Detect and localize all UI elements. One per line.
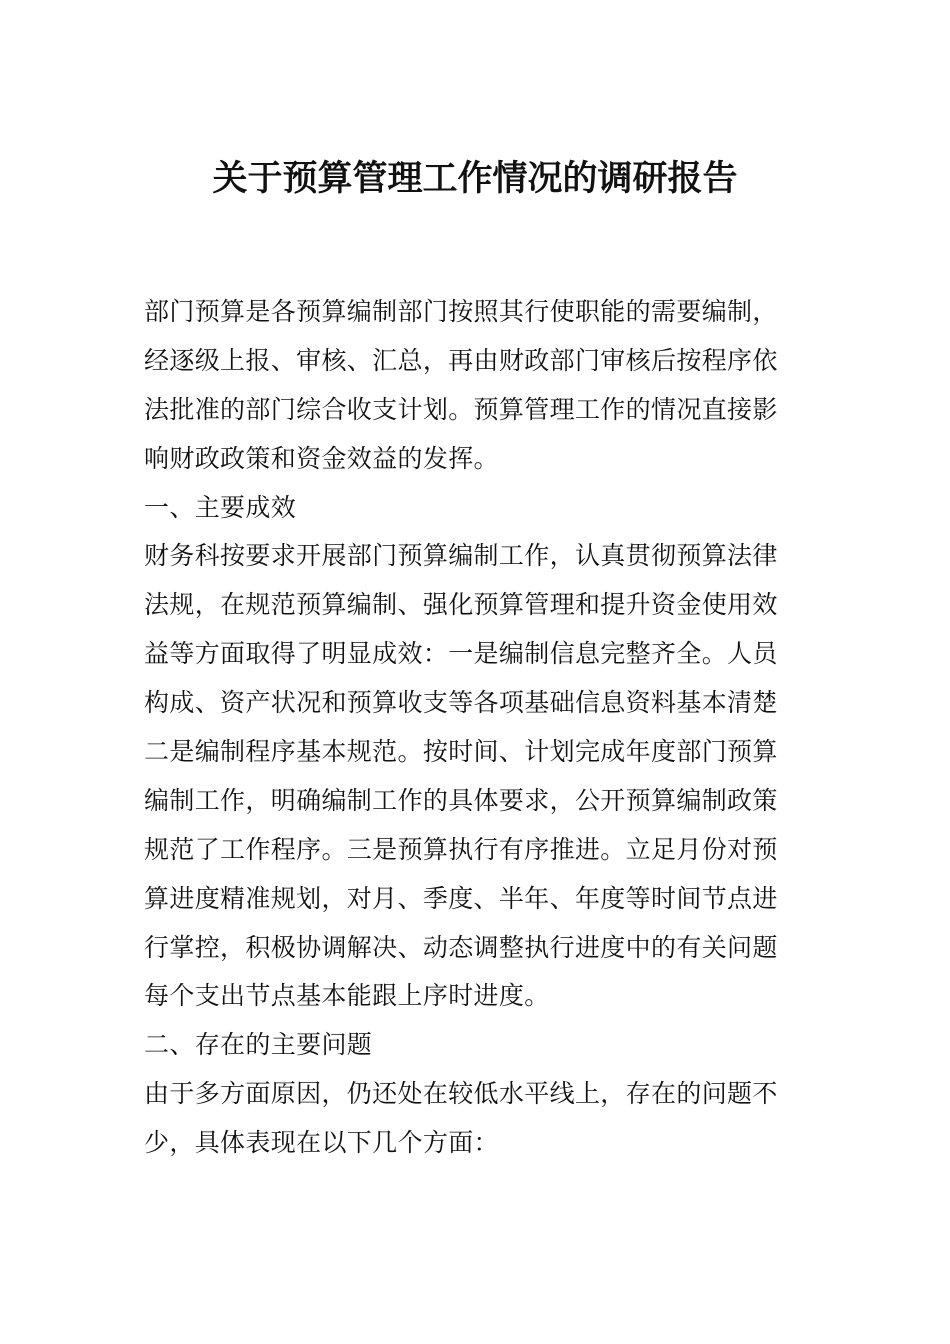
body-line: 少，具体表现在以下几个方面：	[144, 1128, 499, 1158]
section-heading: 一、主要成效	[144, 492, 297, 522]
body-line: 编制工作，明确编制工作的具体要求，公开预算编制政策	[144, 785, 778, 815]
body-line: 经逐级上报、审核、汇总，再由财政部门审核后按程序依	[144, 345, 778, 375]
document-title: 关于预算管理工作情况的调研报告	[212, 158, 738, 199]
body-line: 益等方面取得了明显成效：一是编制信息完整齐全。人员	[144, 639, 778, 669]
body-line: 法批准的部门综合收支计划。预算管理工作的情况直接影	[144, 394, 778, 424]
body-line: 每个支出节点基本能跟上序时进度。	[144, 981, 550, 1011]
body-line: 响财政政策和资金效益的发挥。	[144, 443, 499, 473]
body-line: 二是编制程序基本规范。按时间、计划完成年度部门预算	[144, 737, 778, 767]
body-line: 算进度精准规划，对月、季度、半年、年度等时间节点进	[144, 883, 778, 913]
document-body	[144, 288, 814, 1168]
body-line: 行掌控，积极协调解决、动态调整执行进度中的有关问题	[144, 932, 778, 962]
body-line: 财务科按要求开展部门预算编制工作，认真贯彻预算法律	[144, 541, 778, 571]
body-line: 构成、资产状况和预算收支等各项基础信息资料基本清楚	[144, 688, 778, 718]
body-line: 规范了工作程序。三是预算执行有序推进。立足月份对预	[144, 834, 778, 864]
body-line: 部门预算是各预算编制部门按照其行使职能的需要编制，	[144, 297, 778, 326]
body-line: 法规，在规范预算编制、强化预算管理和提升资金使用效	[144, 590, 778, 620]
section-heading: 二、存在的主要问题	[144, 1030, 373, 1060]
body-line: 由于多方面原因，仍还处在较低水平线上，存在的问题不	[144, 1079, 778, 1109]
